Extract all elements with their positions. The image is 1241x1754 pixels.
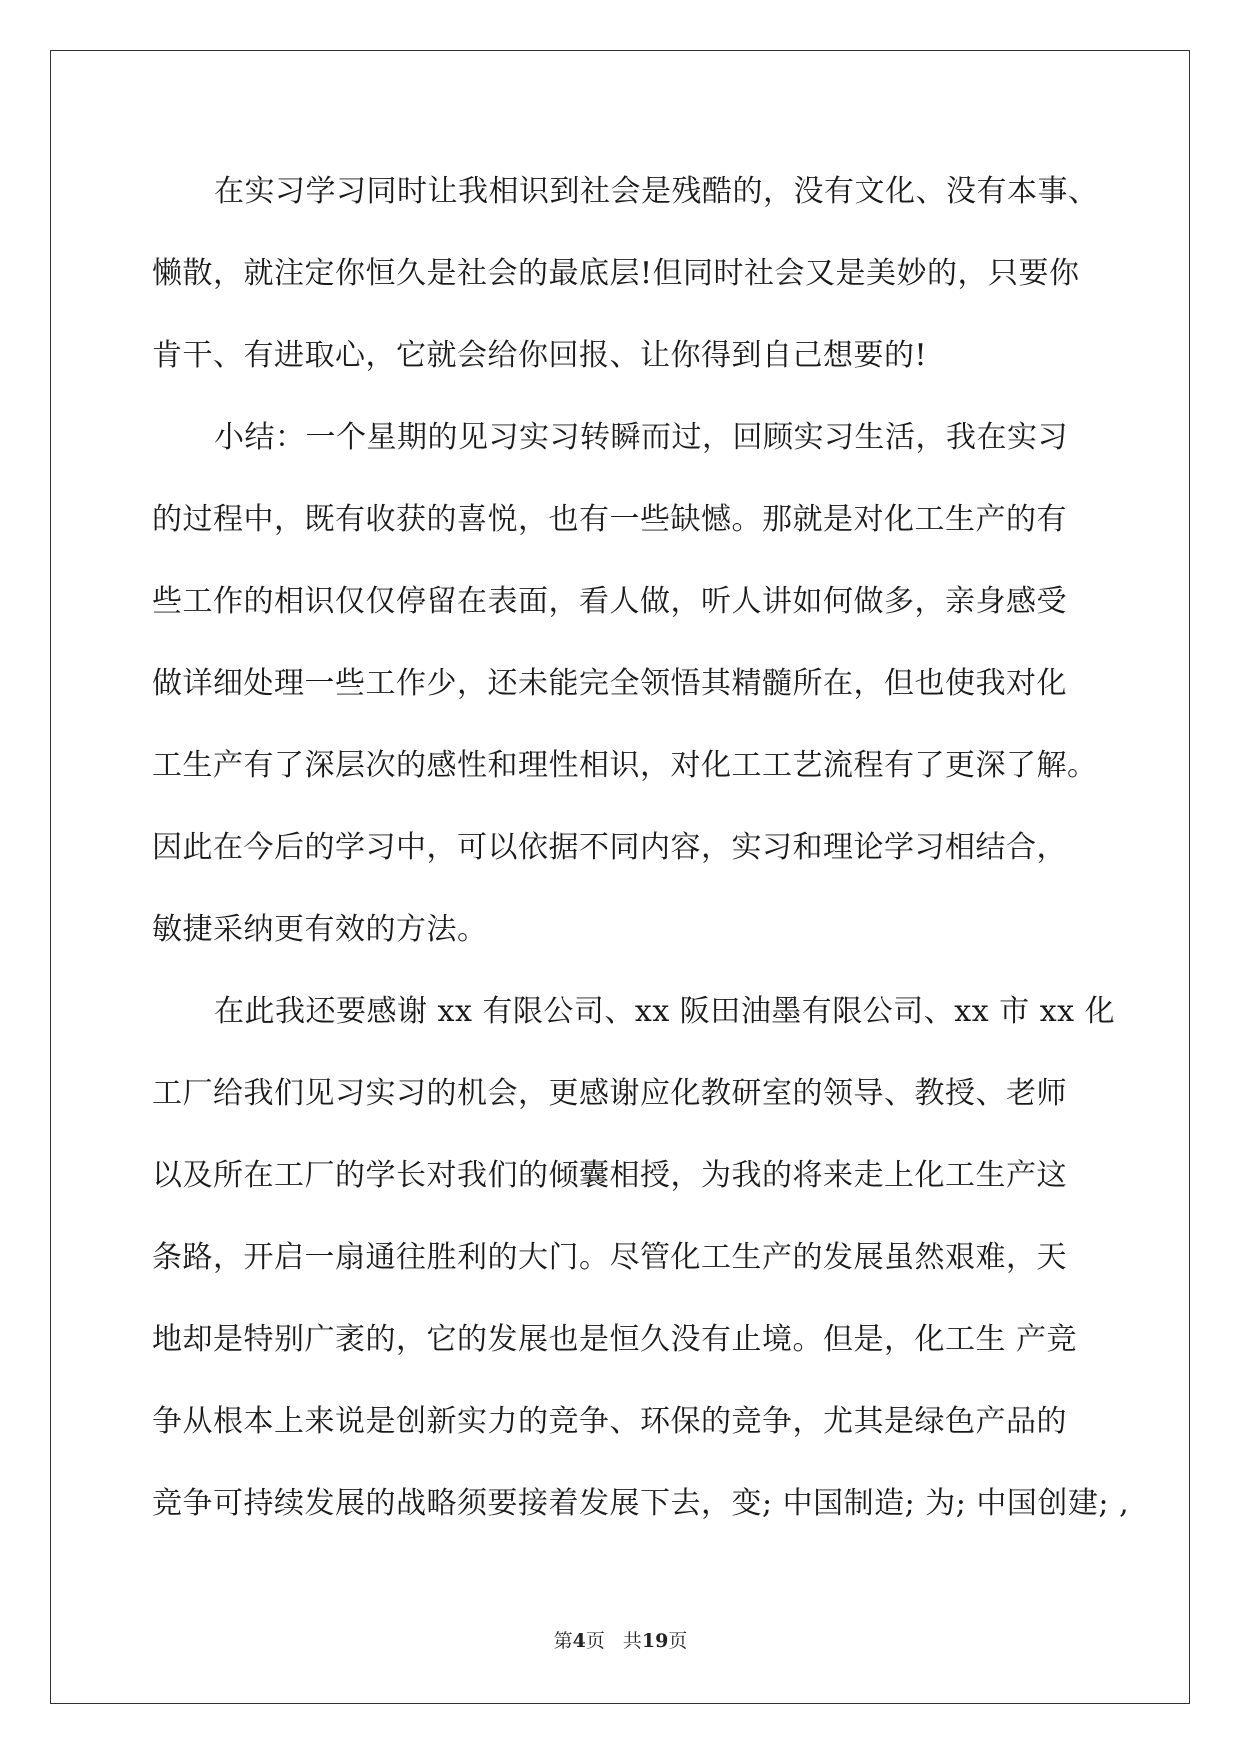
paragraph-3-line-7: 竞争可持续发展的战略须要接着发展下去，变; 中国制造; 为; 中国创建; , — [152, 1486, 1130, 1521]
footer-total-prefix: 共 — [622, 1630, 642, 1652]
document-body — [152, 162, 1130, 1556]
paragraph-3-line-5: 地却是特别广袤的，它的发展也是恒久没有止境。但是，化工生 产竞 — [152, 1322, 1078, 1357]
footer-page-suffix: 页 — [585, 1630, 605, 1652]
paragraph-3-line-3: 以及所在工厂的学长对我们的倾囊相授，为我的将来走上化工生产这 — [152, 1158, 1067, 1193]
paragraph-1-line-2: 懒散，就注定你恒久是社会的最底层!但同时社会又是美妙的，只要你 — [152, 256, 1080, 291]
current-page-number: 4 — [572, 1630, 586, 1652]
footer-total-suffix: 页 — [668, 1630, 688, 1652]
paragraph-2-line-1: 小结：一个星期的见习实习转瞬而过，回顾实习生活，我在实习 — [214, 420, 1068, 455]
footer-prefix: 第 — [553, 1630, 573, 1652]
paragraph-2-line-7: 敏捷采纳更有效的方法。 — [152, 912, 488, 947]
paragraph-2-line-5: 工生产有了深层次的感性和理性相识，对化工工艺流程有了更深了解。 — [152, 748, 1098, 783]
paragraph-3-line-6: 争从根本上来说是创新实力的竞争、环保的竞争，尤其是绿色产品的 — [152, 1404, 1067, 1439]
total-pages-number: 19 — [641, 1630, 669, 1652]
paragraph-2-line-3: 些工作的相识仅仅停留在表面，看人做，听人讲如何做多，亲身感受 — [152, 584, 1067, 619]
paragraph-2-line-4: 做详细处理一些工作少，还未能完全领悟其精髓所在，但也使我对化 — [152, 666, 1067, 701]
paragraph-3-line-1: 在此我还要感谢 xx 有限公司、xx 阪田油墨有限公司、xx 市 xx 化 — [214, 994, 1116, 1029]
paragraph-2-line-2: 的过程中，既有收获的喜悦，也有一些缺憾。那就是对化工生产的有 — [152, 502, 1067, 537]
paragraph-2-line-6: 因此在今后的学习中，可以依据不同内容，实习和理论学习相结合， — [152, 830, 1067, 865]
paragraph-1-line-3: 肯干、有进取心，它就会给你回报、让你得到自己想要的! — [152, 338, 928, 373]
paragraph-3-line-4: 条路，开启一扇通往胜利的大门。尽管化工生产的发展虽然艰难，天 — [152, 1240, 1067, 1275]
paragraph-1-line-1: 在实习学习同时让我相识到社会是残酷的，没有文化、没有本事、 — [214, 174, 1099, 209]
page-footer — [0, 1626, 1241, 1653]
paragraph-3-line-2: 工厂给我们见习实习的机会，更感谢应化教研室的领导、教授、老师 — [152, 1076, 1067, 1111]
